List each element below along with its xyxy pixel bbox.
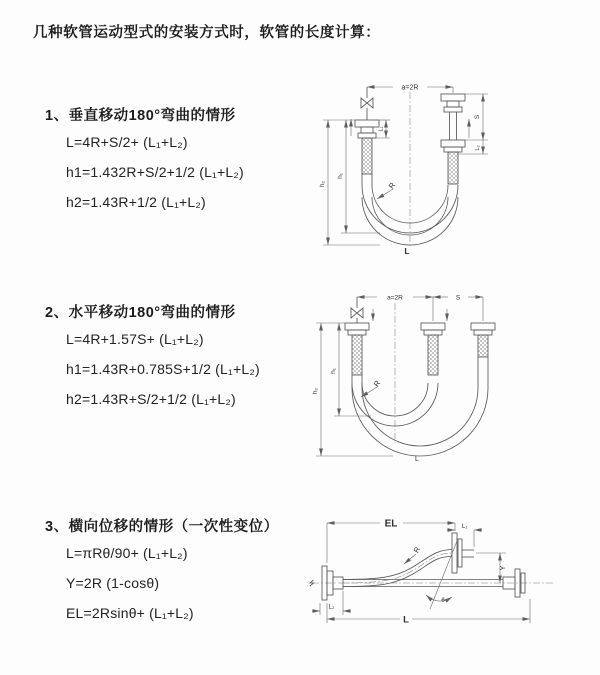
section-3-formulas — [45, 538, 279, 628]
dim-s: S — [455, 294, 461, 302]
label-theta: θ — [441, 598, 445, 604]
section-1-heading: 1、垂直移动180°弯曲的情形 — [45, 108, 236, 124]
dim-l1: L₁ — [461, 524, 468, 530]
dim-s: S — [474, 114, 481, 120]
diagram-lateral-displacement — [300, 505, 600, 663]
formula-el: EL=2Rsinθ+ (L₁+L₂) — [66, 605, 194, 621]
middle-hose-fitting — [421, 323, 445, 375]
label-length-l: L — [403, 614, 409, 626]
formula-y: Y=2R (1-cosθ) — [66, 575, 160, 591]
formula-h2: h2=1.43R+S/2+1/2 (L₁+L₂) — [66, 391, 236, 407]
formula-l: L=πRθ/90+ (L₁+L₂) — [66, 545, 188, 561]
dim-l1: L₁ — [378, 126, 385, 132]
dim-h2: h₂ — [319, 180, 326, 188]
centerline-break-mark — [310, 580, 314, 586]
valve-icon — [361, 87, 373, 120]
label-radius-r: R — [411, 545, 423, 555]
section-horizontal-movement — [45, 301, 260, 414]
dim-h1: h₁ — [337, 173, 344, 179]
label-radius-r: R — [386, 180, 398, 191]
right-hose-fitting — [441, 94, 465, 184]
displaced-hose — [343, 550, 452, 587]
section-3-heading: 3、横向位移的情形（一次性变位） — [45, 519, 279, 535]
section-vertical-movement — [45, 104, 244, 217]
hose-u-bend — [352, 383, 488, 456]
diagram-vertical-180-bend — [308, 72, 595, 259]
left-hose-fitting — [345, 323, 369, 388]
formula-l: L=4R+1.57S+ (L₁+L₂) — [66, 331, 204, 347]
moved-hose-fitting — [471, 323, 495, 388]
diagram-horizontal-180-bend — [303, 283, 595, 463]
label-length-l: L — [404, 246, 410, 256]
formula-h2: h2=1.43R+1/2 (L₁+L₂) — [66, 194, 206, 210]
label-length-l: L — [415, 456, 419, 463]
left-hose-fitting — [355, 120, 379, 185]
dim-y: Y — [500, 565, 507, 571]
section-lateral-displacement — [45, 515, 279, 628]
formula-h1: h1=1.432R+S/2+1/2 (L₁+L₂) — [66, 164, 244, 180]
section-2-formulas — [45, 324, 260, 414]
label-radius-r: R — [371, 378, 383, 389]
dim-el: EL — [384, 518, 398, 530]
dim-l2: L₂ — [475, 145, 481, 151]
dim-a-2r: a=2R — [387, 294, 403, 302]
dim-l2: L₂ — [328, 604, 335, 611]
section-1-formulas — [45, 127, 244, 217]
dim-h1: h₁ — [330, 368, 337, 374]
dim-a-2r: a=2R — [401, 84, 419, 92]
valve-icon — [351, 297, 363, 323]
dim-h2: h₂ — [312, 387, 319, 395]
formula-l: L=4R+S/2+ (L₁+L₂) — [66, 134, 188, 150]
section-2-heading: 2、水平移动180°弯曲的情形 — [45, 305, 236, 321]
formula-h1: h1=1.43R+0.785S+1/2 (L₁+L₂) — [66, 361, 260, 377]
upper-flange — [452, 533, 474, 573]
page-title: 几种软管运动型式的安装方式时，软管的长度计算： — [33, 25, 381, 41]
